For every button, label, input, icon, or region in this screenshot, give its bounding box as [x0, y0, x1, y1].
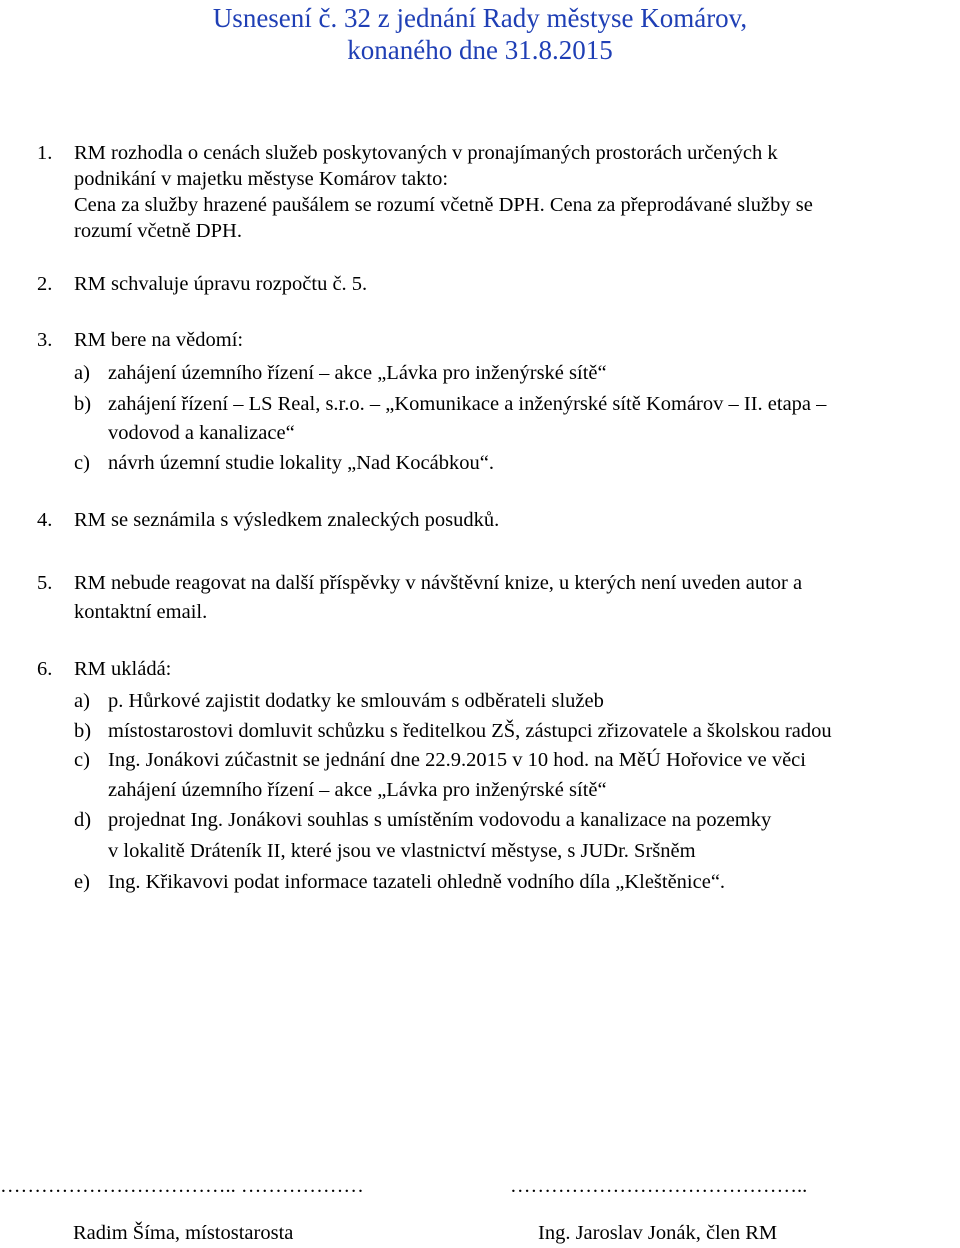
- signature-name-left: Radim Šíma, místostarosta: [73, 1222, 294, 1244]
- subitem-letter: a): [74, 690, 90, 712]
- subitem-line: Ing. Křikavovi podat informace tazateli ohledně vodního díla „Kleštěnice“.: [108, 871, 726, 893]
- subitem-letter: a): [74, 362, 90, 384]
- item-line: RM ukládá:: [74, 658, 172, 680]
- subitem-line: projednat Ing. Jonákovi souhlas s umístěním vodovodu a kanalizace na pozemky: [108, 809, 772, 831]
- item-number: 1.: [37, 142, 53, 164]
- page-title-line2: konaného dne 31.8.2015: [347, 35, 613, 65]
- subitem-line: zahájení řízení – LS Real, s.r.o. – „Komunikace a inženýrské sítě Komárov – II. etapa –: [108, 393, 827, 415]
- item-number: 3.: [37, 329, 53, 351]
- item-line: RM rozhodla o cenách služeb poskytovaných v pronajímaných prostorách určených k: [74, 142, 778, 164]
- item-line: rozumí včetně DPH.: [74, 220, 242, 242]
- subitem-line: v lokalitě Dráteník II, které jsou ve vlastnictví městyse, s JUDr. Sršněm: [108, 840, 696, 862]
- signature-name-right: Ing. Jaroslav Jonák, člen RM: [538, 1222, 778, 1244]
- subitem-line: návrh územní studie lokality „Nad Kocábkou“.: [108, 452, 494, 474]
- subitem-letter: d): [74, 809, 92, 831]
- signature-line-right: ……………………………………..: [510, 1175, 808, 1197]
- subitem-line: p. Hůrkové zajistit dodatky ke smlouvám s odběrateli služeb: [108, 690, 604, 712]
- item-line: RM nebude reagovat na další příspěvky v návštěvní knize, u kterých není uveden autor a: [74, 572, 803, 594]
- subitem-line: vodovod a kanalizace“: [108, 422, 295, 444]
- subitem-line: zahájení územního řízení – akce „Lávka pro inženýrské sítě“: [108, 362, 607, 384]
- subitem-letter: c): [74, 749, 90, 771]
- item-number: 6.: [37, 658, 53, 680]
- subitem-line: Ing. Jonákovi zúčastnit se jednání dne 22.9.2015 v 10 hod. na MěÚ Hořovice ve věci: [108, 749, 806, 771]
- item-line: RM se seznámila s výsledkem znaleckých posudků.: [74, 509, 500, 531]
- signature-line-left: …………………………….. ………………: [0, 1175, 364, 1197]
- item-number: 4.: [37, 509, 53, 531]
- item-number: 5.: [37, 572, 53, 594]
- subitem-line: zahájení územního řízení – akce „Lávka pro inženýrské sítě“: [108, 779, 607, 801]
- item-line: Cena za služby hrazené paušálem se rozumí včetně DPH. Cena za přeprodávané služby se: [74, 194, 813, 216]
- item-line: kontaktní email.: [74, 601, 208, 623]
- subitem-letter: e): [74, 871, 90, 893]
- subitem-letter: b): [74, 393, 92, 415]
- page-title-line1: Usnesení č. 32 z jednání Rady městyse Komárov,: [212, 3, 748, 33]
- item-number: 2.: [37, 273, 53, 295]
- subitem-line: místostarostovi domluvit schůzku s ředitelkou ZŠ, zástupci zřizovatele a školskou radou: [108, 720, 832, 742]
- item-line: RM schvaluje úpravu rozpočtu č. 5.: [74, 273, 368, 295]
- subitem-letter: c): [74, 452, 90, 474]
- subitem-letter: b): [74, 720, 92, 742]
- item-line: podnikání v majetku městyse Komárov takto:: [74, 168, 449, 190]
- item-line: RM bere na vědomí:: [74, 329, 244, 351]
